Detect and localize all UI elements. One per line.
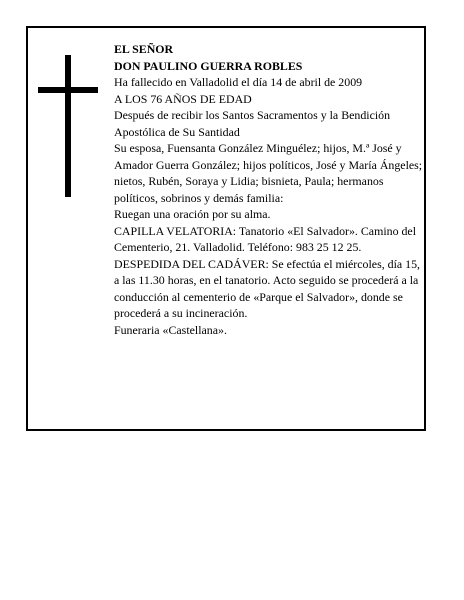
obituary-title: EL SEÑOR [114,42,174,56]
obituary-text [114,41,426,338]
wake-chapel-line: CAPILLA VELATORIA: Tanatorio «El Salvador». Camino del Cementerio, 21. Valladolid. Teléfono: 983 25 12 25. [114,223,417,254]
cross-icon [38,55,98,197]
cross-vertical-bar [65,55,71,197]
sacraments-line: Después de recibir los Santos Sacramentos y la Bendición Apostólica de Su Santidad [114,108,391,139]
family-line: Su esposa, Fuensanta González Minguélez; hijos, M.ª José y Amador Guerra González; hijos políticos, José y María Ángeles; nietos, Rubén, Soraya y Lidia; bisnieta, Paula; hermanos políticos, sobrinos y demás familia: [114,141,423,205]
age-line: A LOS 76 AÑOS DE EDAD [114,91,252,106]
cross-horizontal-bar [38,87,98,93]
death-announcement: Ha fallecido en Valladolid el día 14 de abril de 2009 [114,75,363,89]
obituary-notice [26,26,426,431]
farewell-line: DESPEDIDA DEL CADÁVER: Se efectúa el miércoles, día 15, a las 11.30 horas, en el tanatorio. Acto seguido se procederá a la conducción al cementerio de «Parque el Salvador», donde se procederá a su incineración. [114,256,421,320]
deceased-name: DON PAULINO GUERRA ROBLES [114,58,303,73]
funeral-home-line: Funeraria «Castellana». [114,322,227,337]
prayer-line: Ruegan una oración por su alma. [114,207,271,221]
